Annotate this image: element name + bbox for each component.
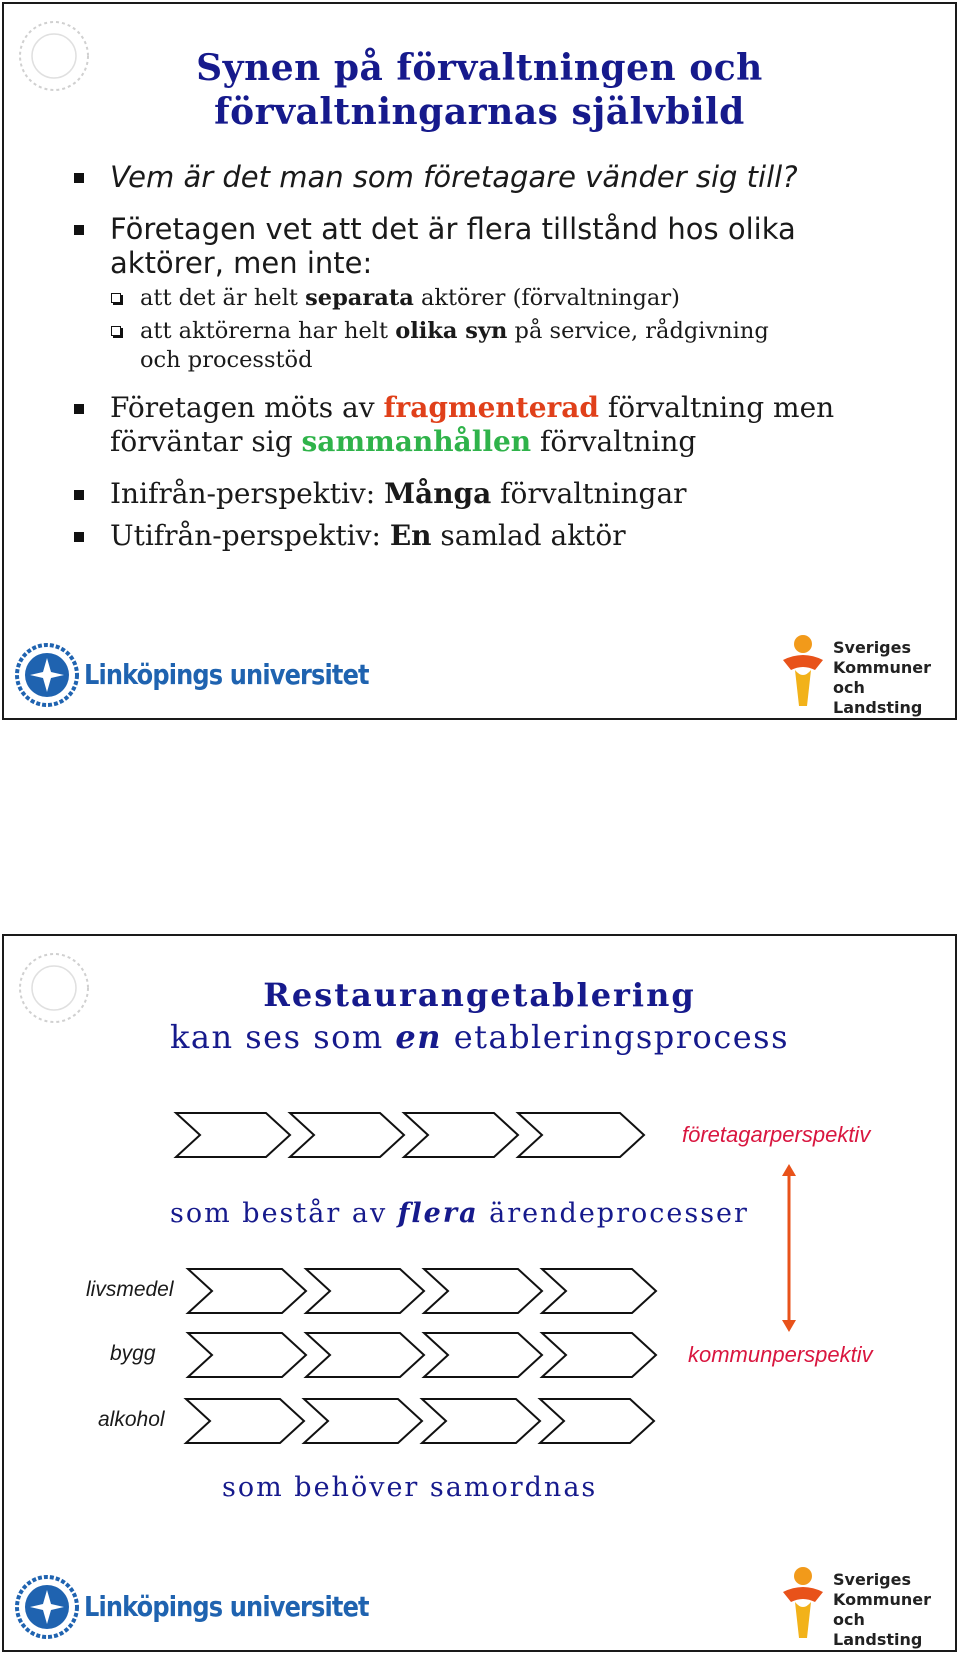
process-chevron — [422, 1399, 540, 1443]
skl-logo — [777, 1562, 947, 1649]
middle-caption: som består av flera ärendeprocesser — [170, 1198, 749, 1229]
title-line-1: Restaurangetablering — [263, 976, 696, 1014]
bullet-list — [74, 160, 934, 553]
skl-figure-icon — [777, 1562, 829, 1642]
row-label: livsmedel — [86, 1278, 174, 1301]
perspective-label-bottom: kommunperspektiv — [688, 1342, 873, 1367]
process-chevron-row — [188, 1268, 660, 1316]
checkbox-bullet-icon — [111, 326, 121, 336]
perspective-label-top: företagarperspektiv — [682, 1122, 871, 1147]
square-bullet-icon — [74, 404, 84, 414]
skl-logo — [777, 630, 947, 717]
slide-1 — [2, 2, 957, 720]
liu-name: Linköpings universitet — [84, 658, 369, 691]
process-chevron — [188, 1333, 306, 1377]
process-chevron — [176, 1113, 290, 1157]
process-chevron — [186, 1399, 304, 1443]
row-label: alkohol — [98, 1408, 165, 1431]
title-line-2: förvaltningarnas självbild — [214, 91, 745, 133]
skl-name: Sveriges Kommuner och Landsting — [833, 1570, 931, 1649]
double-arrow-icon — [780, 1164, 798, 1332]
process-chevron — [290, 1113, 404, 1157]
process-chevron-row — [186, 1398, 658, 1446]
process-chevron — [188, 1269, 306, 1313]
title-line-2: kan ses som en etableringsprocess — [169, 1018, 790, 1056]
liu-emblem-icon — [14, 1574, 80, 1640]
process-chevron — [424, 1333, 542, 1377]
process-chevron-row — [188, 1332, 660, 1380]
process-chevron-row-main — [176, 1112, 648, 1160]
liu-logo — [14, 642, 369, 712]
bullet-item: Inifrån-perspektiv: Många förvaltningar — [74, 477, 934, 511]
liu-logo — [14, 1574, 369, 1644]
slide-title — [4, 974, 955, 1058]
bullet-item: Utifrån-perspektiv: En samlad aktör — [74, 519, 934, 553]
process-chevron — [306, 1269, 424, 1313]
square-bullet-icon — [74, 532, 84, 542]
slide-title — [4, 46, 955, 134]
process-chevron — [304, 1399, 422, 1443]
bullet-item: Företagen vet att det är flera tillstånd hos olika aktörer, men inte: — [74, 212, 934, 280]
footer-caption: som behöver samordnas — [222, 1472, 598, 1503]
square-bullet-icon — [74, 173, 84, 183]
process-chevron — [518, 1113, 644, 1157]
sub-bullet-item: att aktörerna har helt olika syn på service, rådgivning och processtöd — [74, 317, 934, 375]
liu-name: Linköpings universitet — [84, 1590, 369, 1623]
title-line-1: Synen på förvaltningen och — [196, 47, 763, 89]
square-bullet-icon — [74, 490, 84, 500]
slide-2 — [2, 934, 957, 1652]
process-chevron — [404, 1113, 518, 1157]
bullet-item: Vem är det man som företagare vänder sig till? — [74, 160, 934, 194]
process-chevron — [542, 1269, 656, 1313]
bullet-item: Företagen möts av fragmenterad förvaltning men förväntar sig sammanhållen förvaltning — [74, 391, 934, 459]
sub-bullet-item: att det är helt separata aktörer (förvaltningar) — [74, 284, 934, 313]
process-chevron — [424, 1269, 542, 1313]
skl-name: Sveriges Kommuner och Landsting — [833, 638, 931, 717]
checkbox-bullet-icon — [111, 293, 121, 303]
liu-emblem-icon — [14, 642, 80, 708]
skl-figure-icon — [777, 630, 829, 710]
row-label: bygg — [110, 1342, 156, 1365]
process-chevron — [306, 1333, 424, 1377]
process-chevron — [540, 1399, 654, 1443]
square-bullet-icon — [74, 225, 84, 235]
process-chevron — [542, 1333, 656, 1377]
